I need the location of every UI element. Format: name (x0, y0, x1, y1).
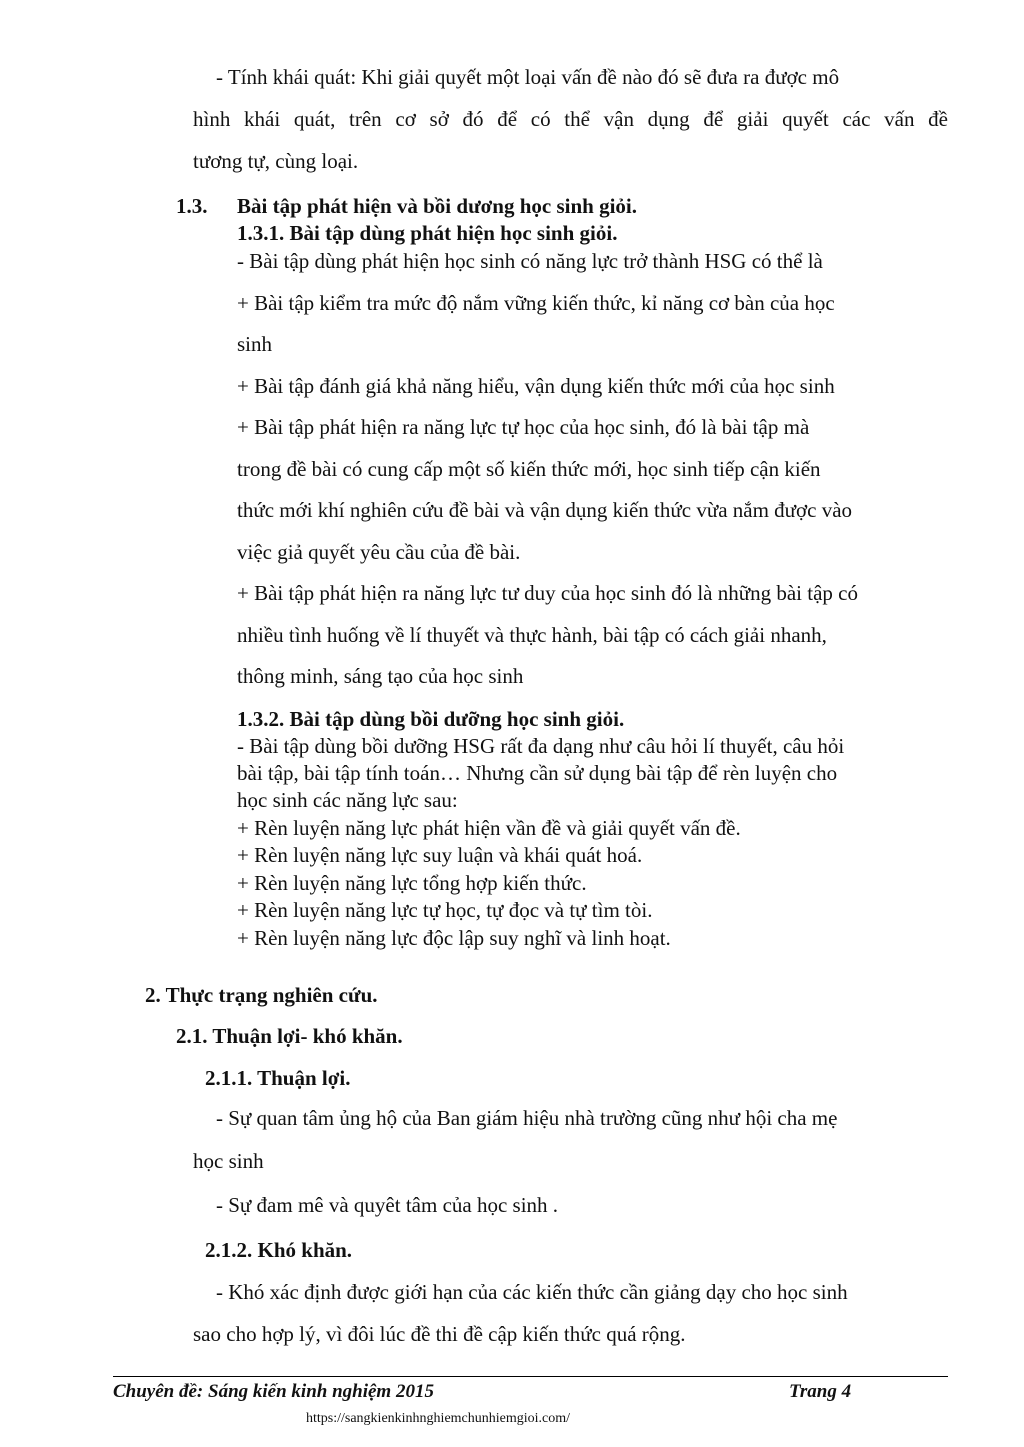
paragraph-line: bài tập, bài tập tính toán… Nhưng cần sử dụng bài tập để rèn luyện cho (237, 761, 838, 785)
section-heading: Bài tập phát hiện và bồi dương học sinh giỏi. (237, 194, 638, 218)
paragraph-line: học sinh (193, 1149, 264, 1173)
footer-url[interactable]: https://sangkienkinhnghiemchunhiemgioi.com/ (306, 1411, 571, 1426)
paragraph-line: trong đề bài có cung cấp một số kiến thức mới, học sinh tiếp cận kiến (237, 457, 821, 481)
paragraph-line: - Bài tập dùng bồi dưỡng HSG rất đa dạng như câu hỏi lí thuyết, câu hỏi (237, 734, 845, 758)
paragraph-line: + Bài tập kiểm tra mức độ nắm vững kiến thức, kỉ năng cơ bàn của học (237, 291, 835, 315)
paragraph-line: - Sự quan tâm ủng hộ của Ban giám hiệu nhà trường cũng như hội cha mẹ (216, 1106, 838, 1130)
paragraph-line: sao cho hợp lý, vì đôi lúc đề thi đề cập kiến thức quá rộng. (193, 1322, 686, 1346)
paragraph-line: - Sự đam mê và quyêt tâm của học sinh . (216, 1193, 559, 1217)
paragraph-line: + Bài tập phát hiện ra năng lực tự học của học sinh, đó là bài tập mà (237, 415, 810, 439)
paragraph-line: việc giả quyết yêu cầu của đề bài. (237, 540, 521, 564)
subsection-heading: 1.3.1. Bài tập dùng phát hiện học sinh giỏi. (237, 221, 618, 245)
section-heading: 2. Thực trạng nghiên cứu. (145, 983, 378, 1007)
paragraph-line: hình khái quát, trên cơ sở đó để có thể vận dụng để giải quyết các vấn đề (193, 107, 948, 131)
paragraph-line: thông minh, sáng tạo của học sinh (237, 664, 524, 688)
section-number: 1.3. (176, 194, 208, 218)
page-number: Trang 4 (789, 1381, 852, 1402)
subsection-heading: 2.1.2. Khó khăn. (205, 1238, 353, 1262)
paragraph-line: - Bài tập dùng phát hiện học sinh có năng lực trở thành HSG có thể là (237, 249, 823, 273)
paragraph-line: + Bài tập phát hiện ra năng lực tư duy của học sinh đó là những bài tập có (237, 581, 858, 605)
paragraph-line: + Bài tập đánh giá khả năng hiểu, vận dụng kiến thức mới của học sinh (237, 374, 835, 398)
list-item: + Rèn luyện năng lực độc lập suy nghĩ và linh hoạt. (237, 926, 671, 950)
list-item: + Rèn luyện năng lực tự học, tự đọc và tự tìm tòi. (237, 898, 653, 922)
subsection-heading: 1.3.2. Bài tập dùng bồi dưỡng học sinh giỏi. (237, 707, 625, 731)
footer-title: Chuyên đề: Sáng kiến kinh nghiệm 2015 (113, 1381, 434, 1402)
paragraph-line: sinh (237, 332, 273, 356)
paragraph-line: - Khó xác định được giới hạn của các kiến thức cần giảng dạy cho học sinh (216, 1280, 848, 1304)
subsection-heading: 2.1. Thuận lợi- khó khăn. (176, 1024, 403, 1048)
paragraph-line: tương tự, cùng loại. (193, 149, 359, 173)
list-item: + Rèn luyện năng lực suy luận và khái quát hoá. (237, 843, 643, 867)
footer-divider (113, 1376, 948, 1377)
paragraph-line: thức mới khí nghiên cứu đề bài và vận dụng kiến thức vừa nắm được vào (237, 498, 853, 522)
subsection-heading: 2.1.1. Thuận lợi. (205, 1066, 351, 1090)
list-item: + Rèn luyện năng lực phát hiện vần đề và giải quyết vấn đề. (237, 816, 741, 840)
paragraph-line: nhiều tình huống về lí thuyết và thực hành, bài tập có cách giải nhanh, (237, 623, 827, 647)
list-item: + Rèn luyện năng lực tổng hợp kiến thức. (237, 871, 587, 895)
paragraph-line: - Tính khái quát: Khi giải quyết một loại vấn đề nào đó sẽ đưa ra được mô (216, 65, 840, 89)
paragraph-line: học sinh các năng lực sau: (237, 788, 458, 812)
